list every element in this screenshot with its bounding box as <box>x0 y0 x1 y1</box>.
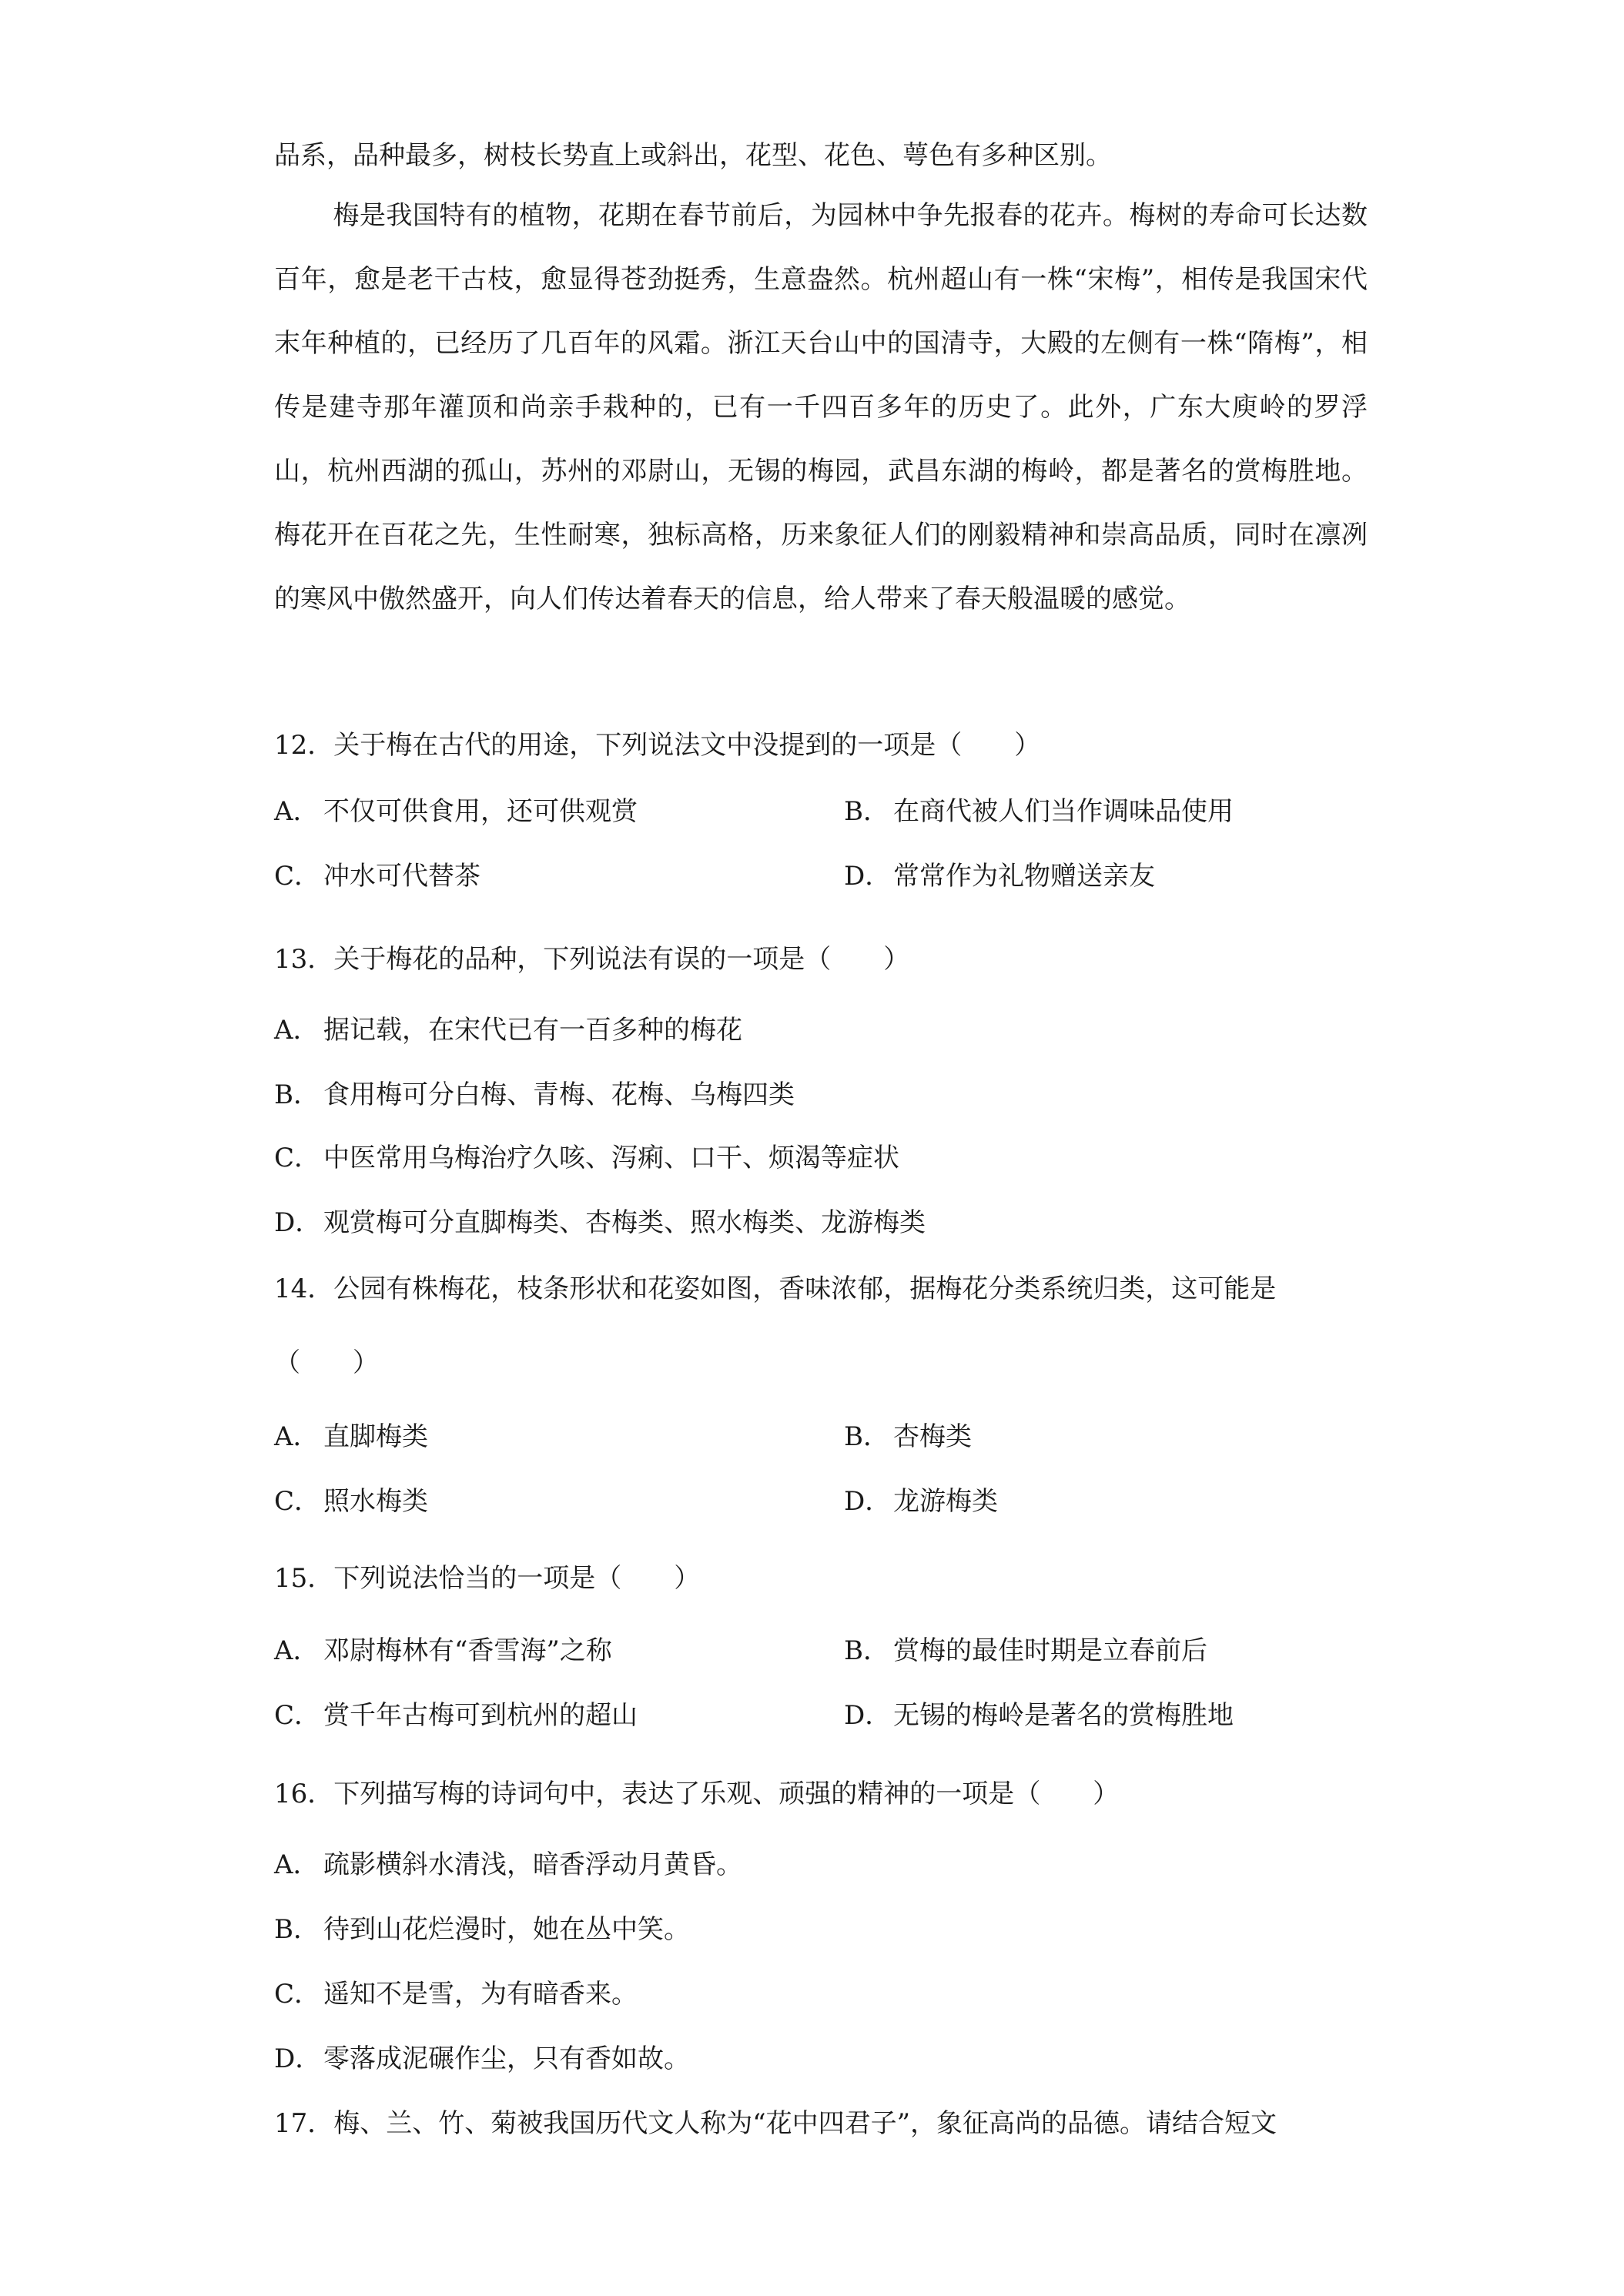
option-letter: B． <box>844 796 889 827</box>
option-text: 照水梅类 <box>323 1486 428 1517</box>
option-letter: B． <box>274 1914 320 1945</box>
question-12-option-a[interactable] <box>274 793 638 830</box>
question-17-stem: 17．梅、兰、竹、菊被我国历代文人称为“花中四君子”，象征高尚的品德。请结合短文 <box>274 2108 1277 2139</box>
option-letter: C． <box>274 1143 321 1173</box>
passage-paragraph-text: 梅是我国特有的植物，花期在春节前后，为园林中争先报春的花卉。梅树的寿命可长达数百年，愈是老干古枝，愈显得苍劲挺秀，生意盎然。杭州超山有一株“宋梅”，相传是我国宋代末年种植的，已经历了几百年的风霜。浙江天台山中的国清寺，大殿的左侧有一株“隋梅”，相传是建寺那年灌顶和尚亲手栽种的，已有一千四百多年的历史了。此外，广东大庾岭的罗浮山，杭州西湖的孤山，苏州的邓尉山，无锡的梅园，武昌东湖的梅岭，都是著名的赏梅胜地。梅花开在百花之先，生性耐寒，独标高格，历来象征人们的刚毅精神和崇高品质，同时在凛冽的寒风中傲然盛开，向人们传达着春天的信息，给人带来了春天般温暖的感觉。 <box>274 200 1368 614</box>
option-letter: D． <box>274 1207 322 1238</box>
question-13-stem: 13．关于梅花的品种，下列说法有误的一项是（ ） <box>274 944 910 975</box>
option-letter: B． <box>844 1421 889 1452</box>
question-15-stem: 15．下列说法恰当的一项是（ ） <box>274 1563 701 1594</box>
option-text: 待到山花烂漫时，她在丛中笑。 <box>323 1914 690 1945</box>
option-letter: A． <box>274 1015 320 1046</box>
question-13-option-a[interactable] <box>274 1012 742 1049</box>
question-14-option-d[interactable] <box>844 1483 998 1520</box>
question-13-option-b[interactable] <box>274 1076 795 1113</box>
option-letter: B． <box>844 1635 889 1666</box>
question-16-option-b[interactable] <box>274 1911 690 1948</box>
option-letter: D． <box>844 1486 892 1517</box>
passage-line-continuation: 品系，品种最多，树枝长势直上或斜出，花型、花色、萼色有多种区别。 <box>274 140 1112 171</box>
question-12-stem: 12．关于梅在古代的用途，下列说法文中没提到的一项是（ ） <box>274 730 1041 761</box>
question-12-option-c[interactable] <box>274 858 481 895</box>
question-14-option-c[interactable] <box>274 1483 428 1520</box>
option-text: 不仅可供食用，还可供观赏 <box>323 796 638 827</box>
option-letter: A． <box>274 796 320 827</box>
option-letter: A． <box>274 1849 320 1880</box>
option-text: 赏千年古梅可到杭州的超山 <box>323 1700 638 1731</box>
question-12-option-d[interactable] <box>844 858 1155 895</box>
option-letter: D． <box>274 2043 322 2074</box>
question-16-stem: 16．下列描写梅的诗词句中，表达了乐观、顽强的精神的一项是（ ） <box>274 1779 1120 1809</box>
option-text: 赏梅的最佳时期是立春前后 <box>893 1635 1207 1666</box>
option-letter: A． <box>274 1421 320 1452</box>
option-letter: C． <box>274 1700 321 1731</box>
question-16-option-c[interactable] <box>274 1976 638 2013</box>
option-letter: C． <box>274 1486 321 1517</box>
option-text: 无锡的梅岭是著名的赏梅胜地 <box>893 1700 1234 1731</box>
question-15-option-d[interactable] <box>844 1697 1234 1734</box>
question-14-option-b[interactable] <box>844 1418 972 1455</box>
option-letter: C． <box>274 1979 321 2010</box>
question-15-option-b[interactable] <box>844 1632 1207 1669</box>
option-text: 中医常用乌梅治疗久咳、泻痢、口干、烦渴等症状 <box>323 1143 899 1173</box>
option-text: 据记载，在宋代已有一百多种的梅花 <box>323 1015 742 1046</box>
question-15-option-c[interactable] <box>274 1697 638 1734</box>
question-16-option-a[interactable] <box>274 1846 742 1883</box>
option-letter: C． <box>274 861 321 892</box>
option-text: 邓尉梅林有“香雪海”之称 <box>323 1635 612 1666</box>
question-14-answer-blank: （ ） <box>274 1347 379 1378</box>
option-letter: D． <box>844 1700 892 1731</box>
option-letter: A． <box>274 1635 320 1666</box>
question-16-option-d[interactable] <box>274 2040 690 2077</box>
option-letter: B． <box>274 1079 320 1110</box>
option-text: 常常作为礼物赠送亲友 <box>893 861 1155 892</box>
question-12-option-b[interactable] <box>844 793 1234 830</box>
option-text: 遥知不是雪，为有暗香来。 <box>323 1979 638 2010</box>
option-letter: D． <box>844 861 892 892</box>
option-text: 直脚梅类 <box>323 1421 428 1452</box>
question-13-option-c[interactable] <box>274 1140 899 1176</box>
question-14-stem: 14．公园有株梅花，枝条形状和花姿如图，香味浓郁，据梅花分类系统归类，这可能是 <box>274 1274 1277 1304</box>
option-text: 疏影横斜水清浅，暗香浮动月黄昏。 <box>323 1849 742 1880</box>
question-15-option-a[interactable] <box>274 1632 612 1669</box>
option-text: 龙游梅类 <box>893 1486 998 1517</box>
option-text: 在商代被人们当作调味品使用 <box>893 796 1234 827</box>
option-text: 冲水可代替茶 <box>323 861 481 892</box>
option-text: 杏梅类 <box>893 1421 972 1452</box>
passage-paragraph <box>274 184 1368 631</box>
question-13-option-d[interactable] <box>274 1204 926 1241</box>
option-text: 食用梅可分白梅、青梅、花梅、乌梅四类 <box>323 1079 795 1110</box>
question-14-option-a[interactable] <box>274 1418 428 1455</box>
option-text: 观赏梅可分直脚梅类、杏梅类、照水梅类、龙游梅类 <box>323 1207 926 1238</box>
option-text: 零落成泥碾作尘，只有香如故。 <box>323 2043 690 2074</box>
